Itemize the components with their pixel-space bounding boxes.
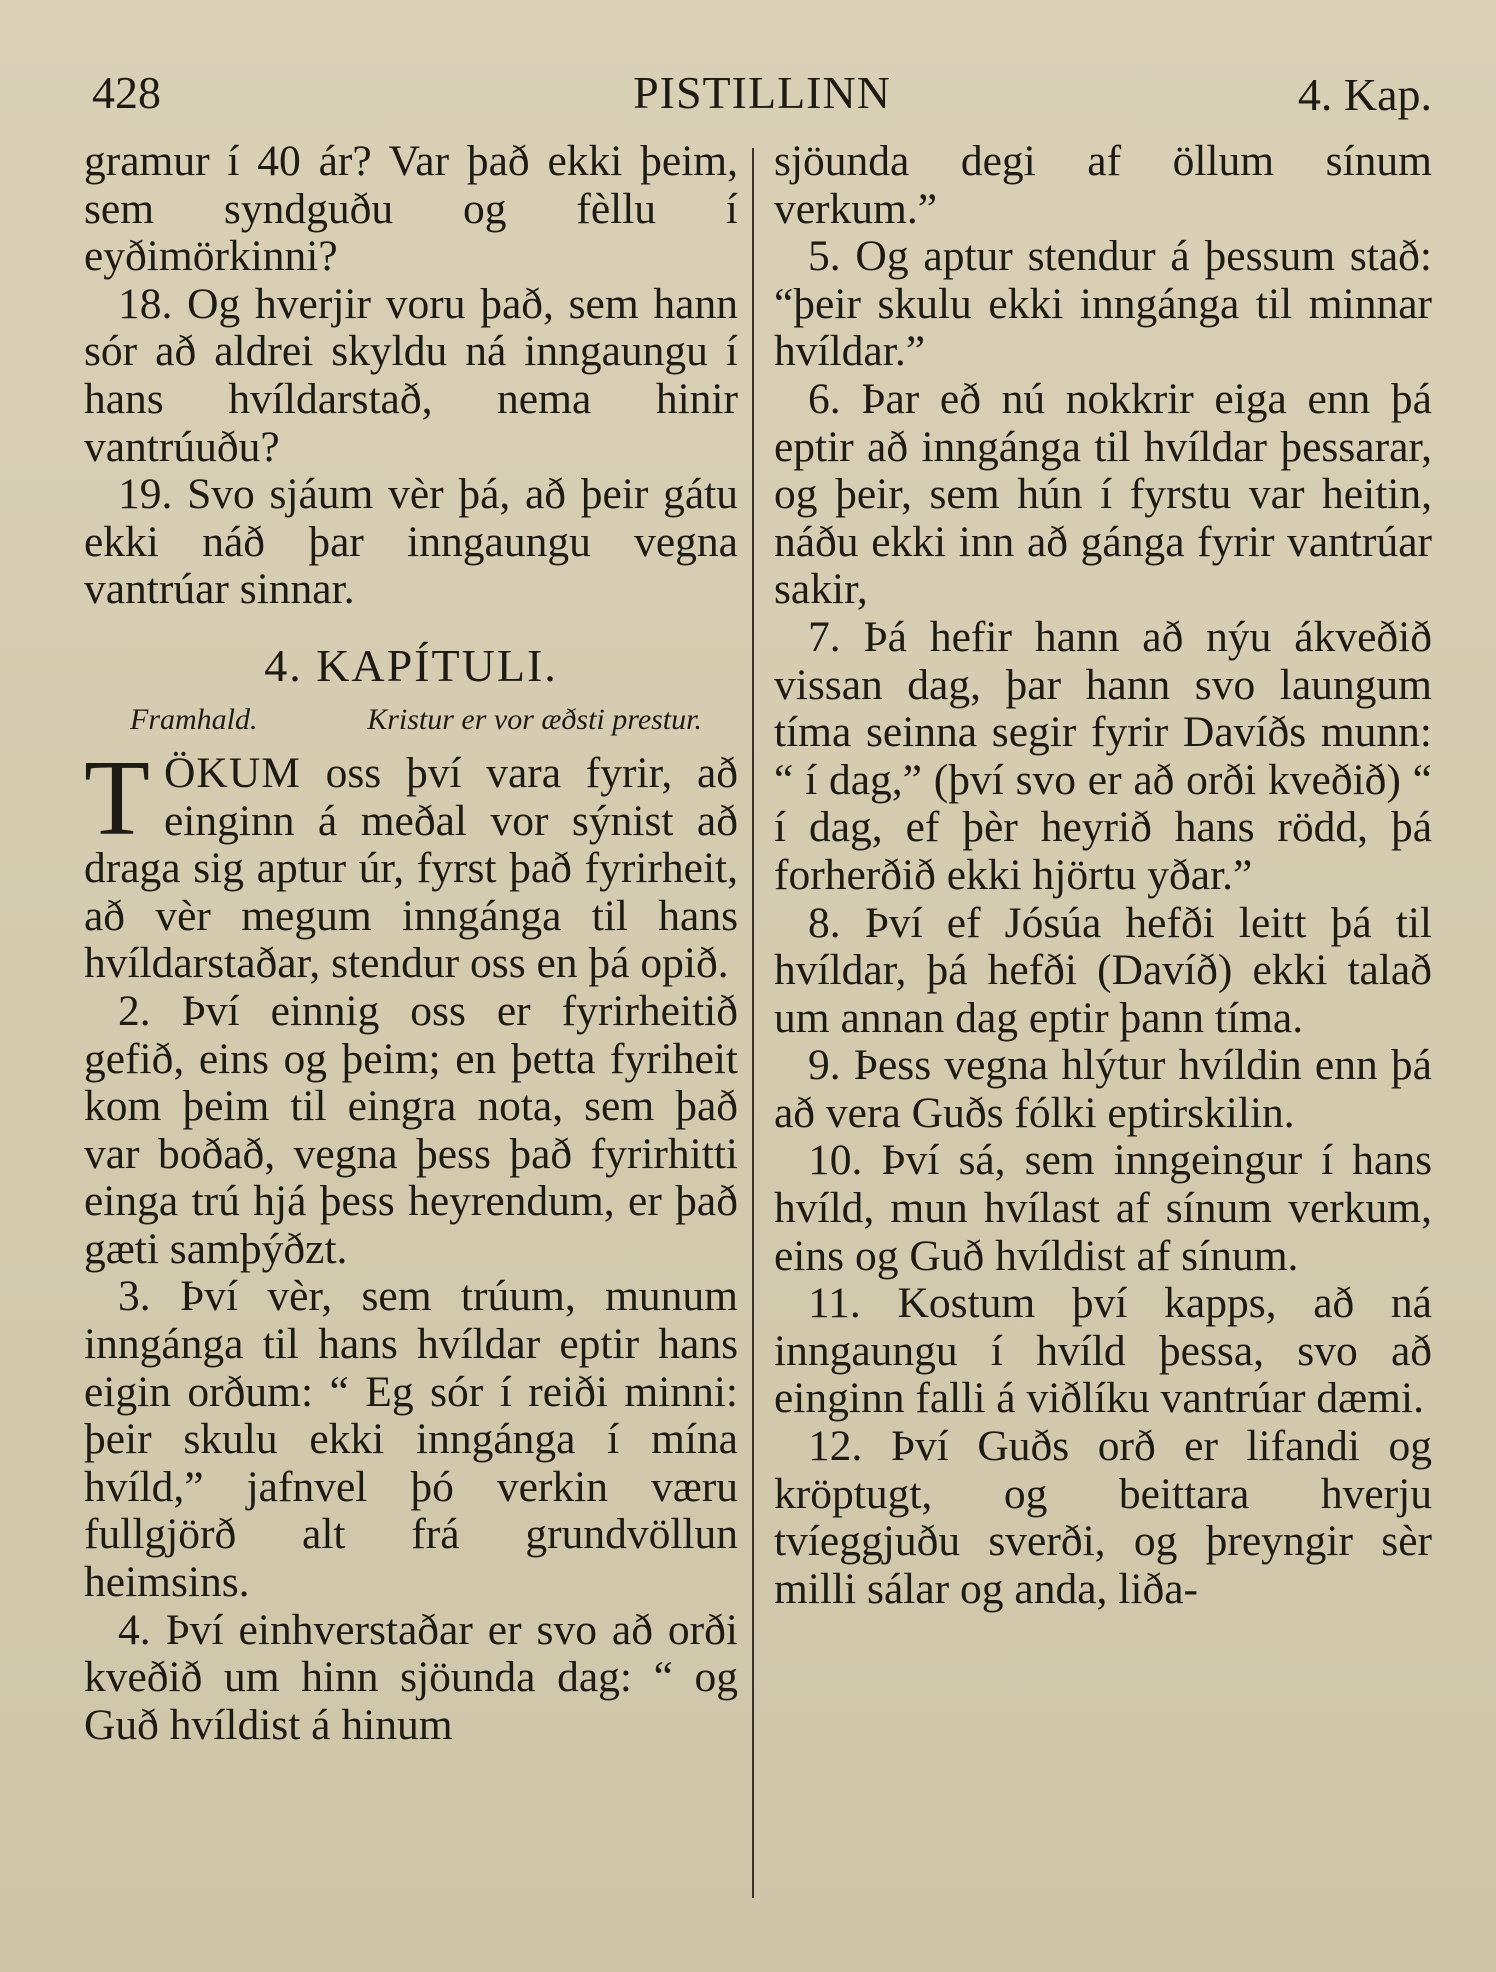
verse-19: 19. Svo sjáum vèr þá, að þeir gátu ekki náð þar inngaungu vegna vantrúar sinnar. [84,470,738,614]
drop-cap: T [84,738,150,858]
column-divider [752,148,754,1898]
verse-3: 3. Því vèr, sem trúum, munum inngánga til hans hvíldar eptir hans eigin orðum: “ Eg sór í reiði minni: þeir skulu ekki inngánga í mína hvíld,” jafnvel þó verkin væru fullgjörð alt frá grundvöllun heimsins. [84,1272,738,1607]
chapter-label: 4. Kap. [1297,69,1432,120]
paragraph: sjöunda degi af öllum sínum verkum.” [774,137,1432,233]
verse-2: 2. Því einnig oss er fyrirheitið gefið, eins og þeim; en þetta fyriheit kom þeim til eingra nota, sem það var boðað, vegna þess það fyrirhitti einga trú hjá þess heyrendum, er það gæti samþýðzt. [84,986,738,1273]
verse-10: 10. Því sá, sem inngeingur í hans hvíld, mun hvílast af sínum verkum, eins og Guð hvíldist af sínum. [774,1136,1432,1280]
verse-1 [84,738,739,988]
subtitle-right: Kristur er vor æðsti prestur. [367,702,702,736]
verse-4: 4. Því einhverstaðar er svo að orði kveðið um hinn sjöunda dag: “ og Guð hvíldist á hinum [84,1605,738,1749]
verse-7: 7. Þá hefir hann að nýu ákveðið vissan dag, þar hann svo laungum tíma seinna segir fyrir Davíðs munn: “ í dag,” (því svo er að orði kveðið) “ í dag, ef þèr heyrið hans rödd, þá forherðið ekki hjörtu yðar.” [774,612,1432,899]
opening-word: ÖKUM [163,748,301,797]
running-header [92,66,1432,126]
right-column [774,138,1432,1613]
verse-1-text: oss því vara fyrir, að einginn á meðal vor sýnist að draga sig aptur úr, fyrst það fyrirheit, að vèr megum inngánga til hans hvíldarstaðar, stendur oss en þá opið. [84,748,739,988]
verse-9: 9. Þess vegna hlýtur hvíldin enn þá að vera Guðs fólki eptirskilin. [774,1041,1432,1137]
verse-11: 11. Kostum því kapps, að ná inngaungu í hvíld þessa, svo að einginn falli á viðlíku vantrúar dæmi. [774,1279,1432,1423]
chapter-subtitle [84,700,738,740]
verse-18: 18. Og hverjir voru það, sem hann sór að aldrei skyldu ná inngaungu í hans hvíldarstað, nema hinir vantrúuðu? [84,279,738,471]
subtitle-left: Framhald. [130,702,258,736]
verse-6: 6. Þar eð nú nokkrir eiga enn þá eptir að inngánga til hvíldar þessarar, og þeir, sem hún í fyrstu var heitin, náðu ekki inn að gánga fyrir vantrúar sakir, [774,374,1432,614]
verse-8: 8. Því ef Jósúa hefði leitt þá til hvíldar, þá hefði (Davíð) ekki talað um annan dag eptir þann tíma. [774,898,1432,1042]
verse-12: 12. Því Guðs orð er lifandi og kröptugt, og beittara hverju tvíeggjuðu sverði, og þreyngir sèr milli sálar og anda, liða- [774,1422,1432,1613]
page-number: 428 [92,67,161,118]
left-column [84,138,738,1749]
verse-5: 5. Og aptur stendur á þessum stað: “þeir skulu ekki inngánga til minnar hvíldar.” [774,232,1432,376]
paragraph: gramur í 40 ár? Var það ekki þeim, sem syndguðu og fèllu í eyðimörkinni? [84,137,738,281]
chapter-heading: 4. KAPÍTULI. [264,639,558,691]
running-title: PISTILLINN [633,67,891,118]
